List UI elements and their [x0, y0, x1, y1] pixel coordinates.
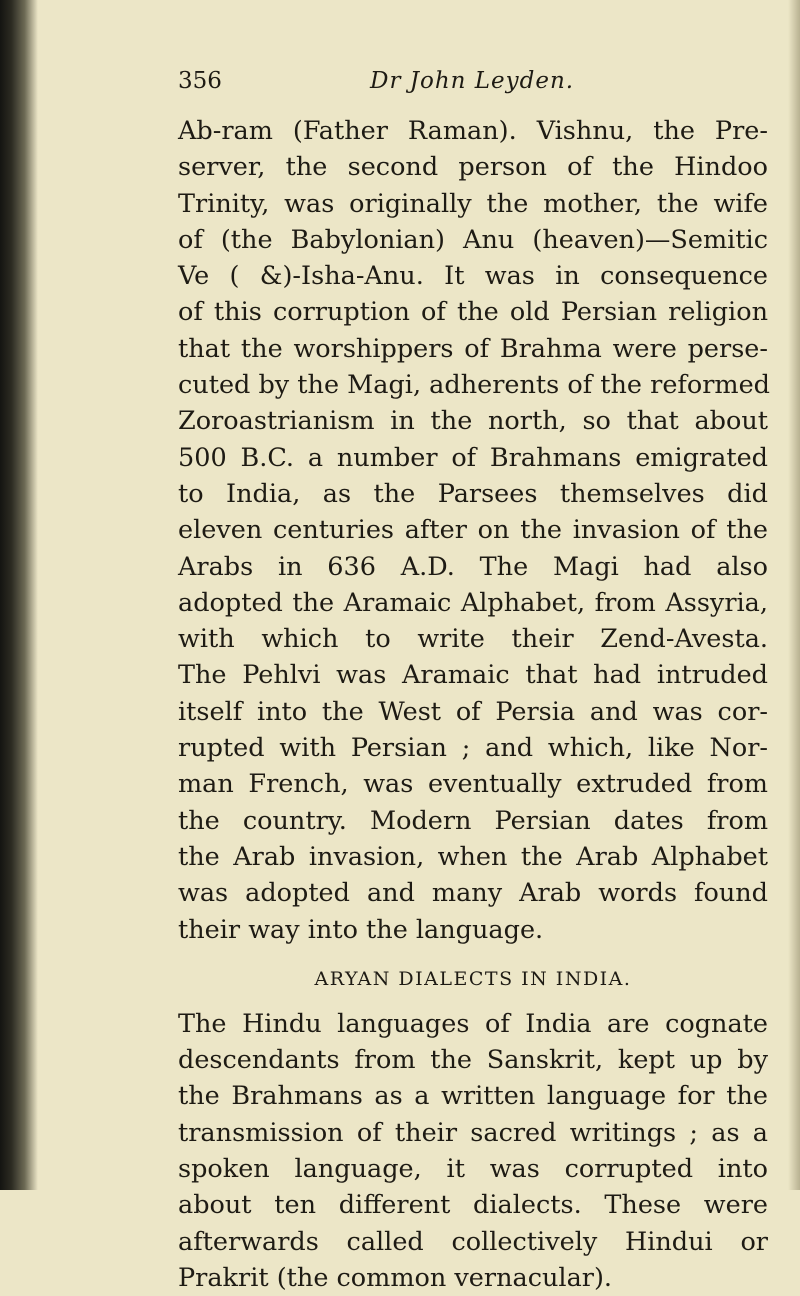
running-header [178, 68, 768, 108]
text-line: eleven centuries after on the invasion of the [178, 515, 768, 546]
text-line: 500 B.C. a number of Brahmans emigrated [178, 442, 768, 473]
text-line: to India, as the Parsees themselves did [178, 478, 768, 509]
text-line: the country. Modern Persian dates from [178, 805, 768, 836]
text-line: Arabs in 636 A.D. The Magi had also [178, 551, 768, 582]
text-line: descendants from the Sanskrit, kept up by [178, 1045, 768, 1076]
paragraph-2 [178, 1006, 768, 1296]
paragraph-1 [178, 113, 768, 948]
section-heading: ARYAN DIALECTS IN INDIA. [314, 967, 632, 990]
text-line: Zoroastrianism in the north, so that about [178, 406, 768, 437]
text-line: The Pehlvi was Aramaic that had intruded [178, 660, 768, 691]
text-line: The Hindu languages of India are cognate [178, 1008, 768, 1039]
text-line: Ve ( &)-Isha-Anu. It was in consequence [178, 261, 768, 292]
text-line: was adopted and many Arab words found [178, 878, 768, 909]
text-line: Ab-ram (Father Raman). Vishnu, the Pre- [178, 116, 768, 146]
text-line: server, the second person of the Hindoo [178, 152, 768, 183]
text-line: afterwards called collectively Hindui or [178, 1226, 768, 1257]
text-line: that the worshippers of Brahma were perse- [178, 333, 768, 364]
text-line: about ten different dialects. These were [178, 1190, 768, 1221]
text-line: Trinity, was originally the mother, the wife [178, 188, 768, 219]
text-line: itself into the West of Persia and was cor- [178, 696, 768, 727]
text-line: cuted by the Magi, adherents of the reformed [178, 370, 770, 401]
text-line: the Arab invasion, when the Arab Alphabet [178, 841, 768, 872]
text-line: spoken language, it was corrupted into [178, 1154, 768, 1185]
text-line: the Brahmans as a written language for the [178, 1081, 768, 1112]
book-binding-shadow [0, 0, 38, 1190]
text-line: Prakrit (the common vernacular). [178, 1262, 613, 1293]
page-edge-shadow [788, 0, 800, 1190]
text-line: of this corruption of the old Persian religion [178, 297, 768, 328]
text-line: rupted with Persian ; and which, like Nor- [178, 733, 768, 764]
text-line: their way into the language. [178, 914, 544, 945]
text-line: with which to write their Zend-Avesta. [178, 624, 768, 655]
book-page [178, 68, 768, 1296]
text-line: transmission of their sacred writings ; as a [178, 1117, 768, 1148]
text-line: man French, was eventually extruded from [178, 769, 768, 800]
text-line: of (the Babylonian) Anu (heaven)—Semitic [178, 224, 768, 255]
page-number: 356 [178, 68, 222, 94]
running-title: Dr John Leyden. [370, 68, 575, 94]
text-line: adopted the Aramaic Alphabet, from Assyria, [178, 587, 768, 618]
